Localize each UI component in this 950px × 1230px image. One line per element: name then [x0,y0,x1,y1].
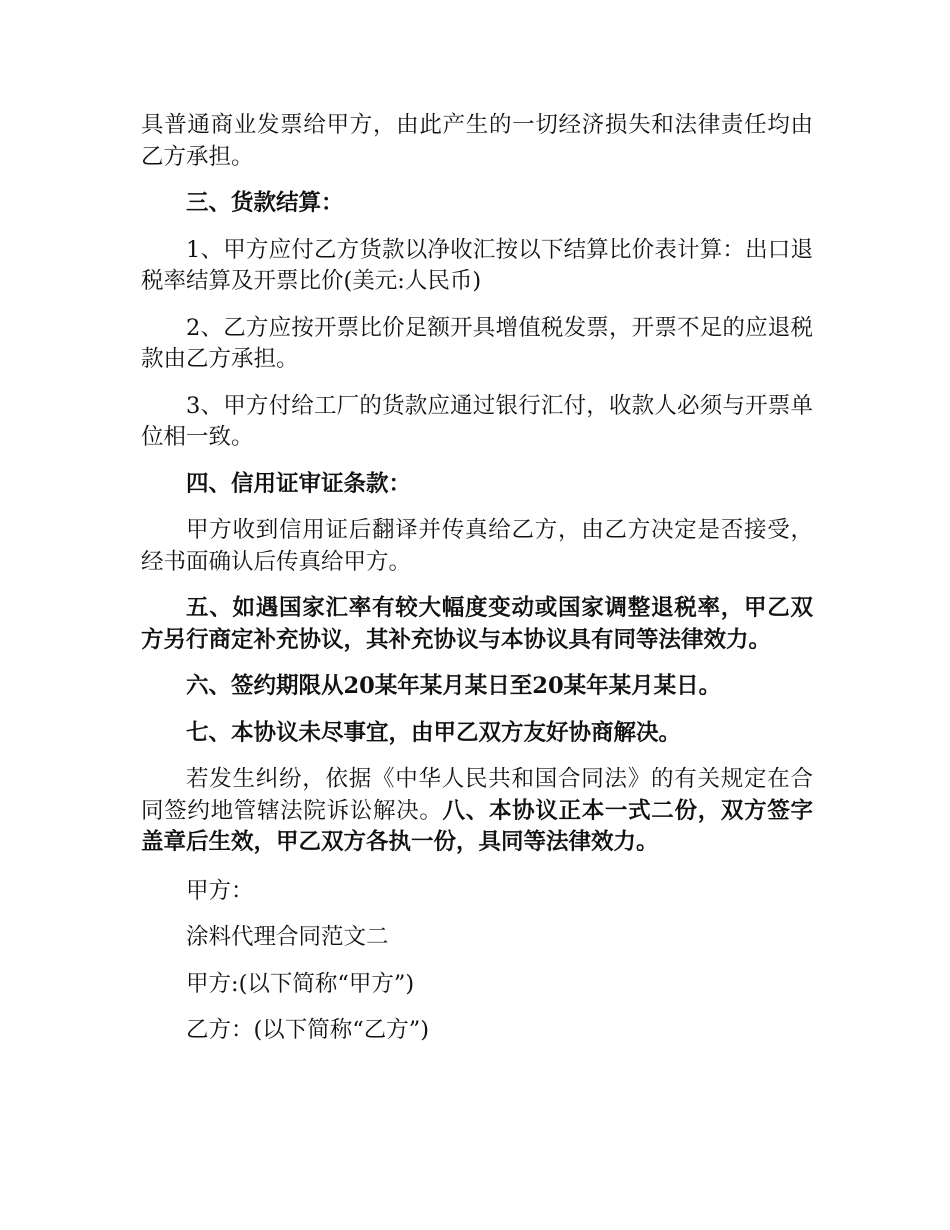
paragraph-dispute-and-copies [141,764,813,859]
paragraph-settlement-rate: 1、甲方应付乙方货款以净收汇按以下结算比价表计算：出口退税率结算及开票比价(美元:人民币) [141,236,813,294]
contract-title-two: 涂料代理合同范文二 [186,924,389,950]
paragraph-bank-remittance: 3、甲方付给工厂的货款应通过银行汇付，收款人必须与开票单位相一致。 [141,392,813,450]
paragraph-vat-invoice: 2、乙方应按开票比价足额开具增值税发票，开票不足的应退税款由乙方承担。 [141,314,813,372]
section-heading-payment-settlement: 三、货款结算： [186,190,344,216]
section-heading-exchange-rate: 五、如遇国家汇率有较大幅度变动或国家调整退税率，甲乙双方另行商定补充协议，其补充协议与本协议具有同等法律效力。 [141,595,813,653]
party-a-definition: 甲方:(以下简称“甲方”) [186,970,415,997]
signature-party-a-label: 甲方： [186,877,254,904]
section-heading-letter-of-credit: 四、信用证审证条款： [186,470,412,497]
section-heading-copies: 八、本协议正本一式二份，双方签字盖章后生效，甲乙双方各执一份，具同等法律效力。 [141,797,813,855]
document-body [141,110,813,1062]
party-b-definition: 乙方：(以下简称“乙方”) [186,1017,430,1043]
paragraph-dispute: 若发生纠纷，依据《中华人民共和国合同法》的有关规定在合同签约地管辖法院诉讼解决。 [141,766,813,824]
paragraph-letter-of-credit: 甲方收到信用证后翻译并传真给乙方，由乙方决定是否接受，经书面确认后传真给甲方。 [141,517,813,575]
paragraph-invoice-liability: 具普通商业发票给甲方，由此产生的一切经济损失和法律责任均由乙方承担。 [141,112,813,170]
section-heading-term: 六、签约期限从20某年某月某日至20某年某月某日。 [186,673,722,699]
section-heading-unresolved-matters: 七、本协议未尽事宜，由甲乙双方友好协商解决。 [186,719,682,746]
